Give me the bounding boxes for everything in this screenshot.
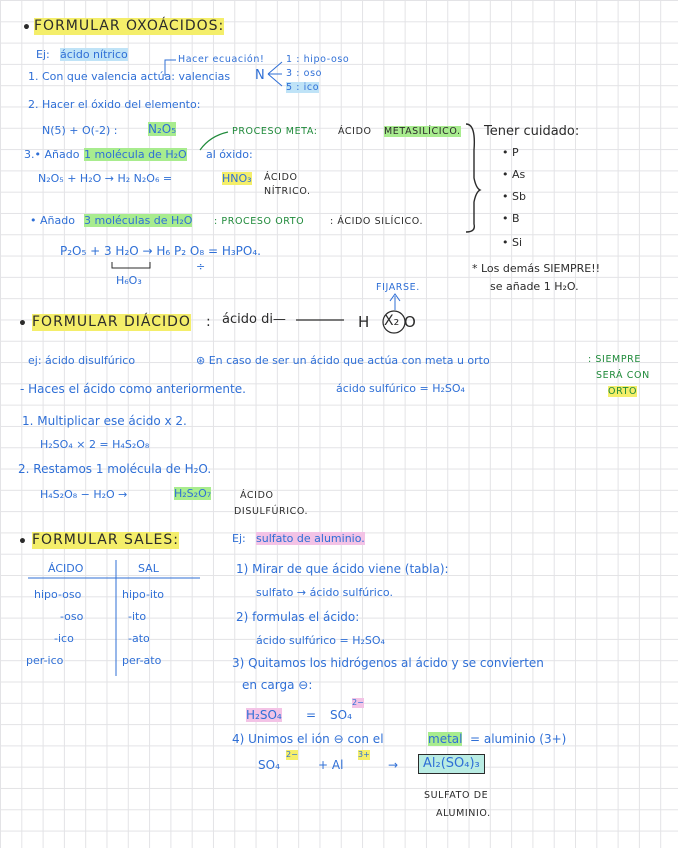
table-row3-sal: -ato (128, 632, 150, 645)
s3-ej-prefix: Ej: (232, 532, 246, 545)
section3-bullet: • (18, 534, 27, 550)
s2-mult-eq: H₂SO₄ × 2 = H₄S₂O₈ (40, 438, 150, 451)
curly-brace (466, 124, 480, 232)
s1-ej-text: ácido nítrico (60, 48, 128, 61)
cuidado-note-2: se añade 1 H₂O. (490, 280, 579, 293)
s3-step1-eq: sulfato → ácido sulfúrico. (256, 586, 393, 599)
s3-step4-plus-al: + Al (318, 758, 344, 772)
s3-step3-line1: 3) Quitamos los hidrógenos al ácido y se convierten (232, 656, 544, 670)
h6o3-label: H₆O₃ (116, 274, 142, 287)
table-row1-sal: hipo-ito (122, 588, 165, 601)
s3-step4-so4-charge: 2− (286, 750, 298, 759)
s3-step3-charge: 2− (352, 698, 364, 707)
s3-step4-al-charge: 3+ (358, 750, 370, 759)
acid-salt-table (26, 556, 204, 676)
section2-subtitle: ácido di— (222, 312, 286, 327)
acido-nitrico-line2: NÍTRICO. (264, 186, 311, 197)
siempre-line3: ORTO (608, 386, 638, 397)
s3-ej-highlight: sulfato de aluminio. (256, 532, 365, 545)
section3-title: FORMULAR SALES: (32, 532, 179, 548)
table-row4-acido: per-ico (26, 654, 64, 667)
h6o3-bracket (112, 262, 150, 268)
s1-step3-highlight: 1 molécula de H₂O (84, 148, 187, 161)
s3-step4-line1: 4) Unimos el ión ⊖ con el (232, 732, 384, 746)
section1-bullet: • (22, 20, 31, 36)
meta-equation: N₂O₅ + H₂O → H₂ N₂O₆ = (38, 172, 173, 185)
tener-cuidado-title: Tener cuidado: (484, 124, 580, 139)
oxide-result: N₂O₅ (148, 122, 177, 136)
table-row4-sal: per-ato (122, 654, 162, 667)
s3-step4-aluminio: = aluminio (3+) (470, 732, 567, 746)
cuidado-item-as: • As (502, 168, 526, 181)
cuidado-item-b: • B (502, 212, 520, 225)
s2-restamos: 2. Restamos 1 molécula de H₂O. (18, 462, 212, 476)
s3-result-name-line1: SULFATO DE (424, 790, 489, 801)
s2-haces: - Haces el ácido como anteriormente. (20, 382, 246, 396)
section2-colon: : (206, 314, 211, 330)
s1-step1: 1. Con que valencia actúa: valencias (28, 70, 231, 83)
siempre-line1: : SIEMPRE (588, 354, 641, 365)
hacer-ecuacion-note: Hacer ecuación! (178, 54, 265, 65)
cuidado-note-1: * Los demás SIEMPRE!! (472, 262, 601, 275)
proceso-meta-acido: ÁCIDO (338, 126, 372, 137)
s3-step4-metal: metal (428, 732, 463, 746)
s2-rest-result: H₂S₂O₇ (174, 487, 212, 500)
s2-mult: 1. Multiplicar ese ácido x 2. (22, 414, 187, 428)
s3-step2-eq: ácido sulfúrico = H₂SO₄ (256, 634, 385, 647)
s3-step3-h2so4: H₂SO₄ (246, 708, 282, 722)
valence-5: 5 : ico (286, 82, 320, 93)
s3-result-formula: Al₂(SO₄)₃ (418, 754, 485, 774)
s3-result-name-line2: ALUMINIO. (436, 808, 491, 819)
hno3-result: HNO₃ (222, 172, 252, 185)
cuidado-item-sb: • Sb (502, 190, 526, 203)
valence-arrows (268, 62, 282, 86)
acido-nitrico-line1: ÁCIDO (264, 172, 298, 183)
s3-step1: 1) Mirar de que ácido viene (tabla): (236, 562, 449, 576)
s2-acido-sulfurico: ácido sulfúrico = H₂SO₄ (336, 382, 465, 395)
acido-silicico: : ÁCIDO SILÍCICO. (330, 216, 424, 227)
table-row2-sal: -ito (128, 610, 147, 623)
s3-step3-so4: SO₄ (330, 708, 352, 722)
table-row3-acido: -ico (54, 632, 74, 645)
s3-step3-equals: = (306, 708, 317, 722)
orto-prefix: • Añado (30, 214, 75, 227)
oxide-equation: N(5) + O(-2) : (42, 124, 118, 137)
section2-title: FORMULAR DIÁCIDO (32, 314, 191, 330)
cuidado-item-si: • Si (502, 236, 523, 249)
valence-1: 1 : hipo-oso (286, 54, 350, 65)
formula-o: O (404, 313, 416, 331)
fijarse-label: FIJARSE. (376, 282, 420, 293)
proceso-meta: PROCESO META: (232, 126, 318, 137)
table-row2-acido: -oso (60, 610, 84, 623)
s1-step2: 2. Hacer el óxido del elemento: (28, 98, 201, 111)
s1-step1-n: N (255, 68, 265, 83)
s2-rest-eq: H₄S₂O₈ − H₂O → (40, 488, 128, 501)
formula-x2: X₂ (384, 313, 400, 329)
table-row1-acido: hipo-oso (34, 588, 82, 601)
disulfurico-line2: DISULFÚRICO. (234, 506, 309, 517)
s3-step3-line2: en carga ⊖: (242, 678, 313, 692)
section2-bullet: • (18, 316, 27, 332)
valence-3: 3 : oso (286, 68, 323, 79)
orto-equation: P₂O₅ + 3 H₂O → H₆ P₂ O₈ = H₃PO₄. (60, 244, 261, 258)
s1-step3: 3.• Añado (24, 148, 80, 161)
siempre-line2: SERÁ CON (596, 370, 650, 381)
orto-highlight: 3 moléculas de H₂O (84, 214, 193, 227)
s1-ej-prefix: Ej: (36, 48, 50, 61)
s3-step4-arrow: → (388, 758, 399, 772)
section1-title: FORMULAR OXOÁCIDOS: (34, 18, 225, 34)
table-header-sal: SAL (138, 562, 159, 575)
s3-step2: 2) formulas el ácido: (236, 610, 360, 624)
s3-step4-so4: SO₄ (258, 758, 280, 772)
proceso-orto: : PROCESO ORTO (214, 216, 305, 227)
metasilicico: METASILÍCICO. (384, 126, 461, 137)
divide-mark: ÷ (196, 260, 206, 273)
s2-ej: ej: ácido disulfúrico (28, 354, 136, 367)
table-header-acido: ÁCIDO (48, 562, 84, 575)
cuidado-item-p: • P (502, 146, 519, 159)
fijarse-arrow (390, 294, 400, 310)
s1-step3-end: al óxido: (206, 148, 253, 161)
formula-h: H (358, 313, 370, 331)
disulfurico-line1: ÁCIDO (240, 490, 274, 501)
s2-note: ⊛ En caso de ser un ácido que actúa con meta u orto (196, 354, 490, 367)
